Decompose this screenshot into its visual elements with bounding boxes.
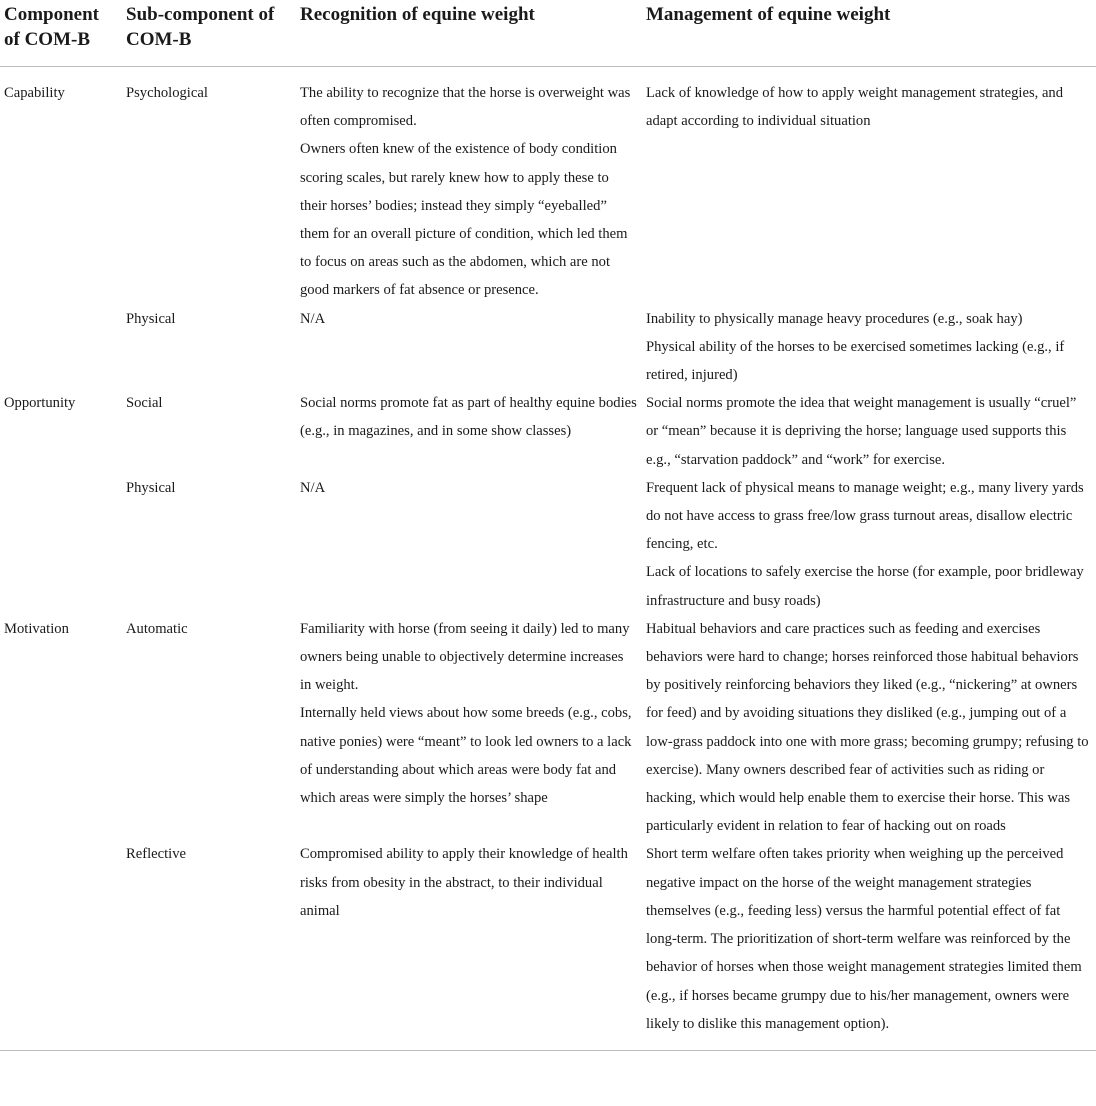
- sub-component-cell: Physical: [126, 479, 176, 496]
- header-management: Management of equine weight: [642, 0, 1096, 67]
- management-text: Physical ability of the horses to be exercised sometimes lacking (e.g., if retired, injured): [646, 338, 1065, 384]
- component-cell: [0, 305, 122, 390]
- management-text: Lack of locations to safely exercise the horse (for example, poor bridleway infrastructure and busy roads): [646, 564, 1084, 609]
- header-sub-component: Sub-component of COM-B: [122, 0, 296, 67]
- component-cell: [0, 840, 122, 1050]
- header-recognition: Recognition of equine weight: [296, 0, 642, 67]
- recognition-cell: [296, 389, 642, 474]
- table-row: [0, 389, 1096, 474]
- recognition-text: Compromised ability to apply their knowledge of health risks from obesity in the abstract, to their individual animal: [300, 846, 628, 919]
- sub-component-cell: Social: [126, 395, 163, 412]
- table-row: [0, 305, 1096, 390]
- recognition-cell: [296, 305, 642, 390]
- management-cell: [642, 389, 1096, 474]
- component-cell: Capability: [4, 85, 65, 101]
- sub-component-cell: Automatic: [126, 620, 188, 637]
- recognition-text: Familiarity with horse (from seeing it daily) led to many owners being unable to objectively determine increases in weight.: [300, 620, 630, 694]
- table-body: [0, 67, 1096, 1051]
- management-text: Social norms promote the idea that weight management is usually “cruel” or “mean” because it is depriving the horse; language used supports this e.g., “starvation paddock” and “work” for exercise.: [646, 395, 1077, 468]
- recognition-cell: [296, 474, 642, 615]
- management-cell: [642, 67, 1096, 305]
- sub-component-cell: Reflective: [122, 840, 296, 1050]
- recognition-text: Internally held views about how some breeds (e.g., cobs, native ponies) were “meant” to look led owners to a lack of understanding about which areas were body fat and which areas were simply the horses’ shape: [300, 705, 632, 807]
- management-text: Frequent lack of physical means to manage weight; e.g., many livery yards do not have access to grass free/low grass turnout areas, disallow electric fencing, etc.: [646, 479, 1084, 553]
- header-row: [0, 0, 1096, 67]
- recognition-text: N/A: [300, 479, 326, 496]
- table-row: [0, 67, 1096, 305]
- sub-component-cell: Psychological: [126, 85, 208, 101]
- recognition-text: Social norms promote fat as part of healthy equine bodies (e.g., in magazines, and in some show classes): [300, 395, 637, 440]
- recognition-cell: [296, 67, 642, 305]
- header-component: Component of COM-B: [0, 0, 122, 67]
- recognition-text: Owners often knew of the existence of body condition scoring scales, but rarely knew how to apply these to their horses’ bodies; instead they simply “eyeballed” them for an overall picture of condition, which led them to focus on areas such as the abdomen, which are not good markers of fat absence or presence.: [300, 141, 628, 299]
- component-cell: [0, 474, 122, 615]
- table-row: [0, 474, 1096, 615]
- component-cell: Motivation: [4, 620, 69, 637]
- table-header: [0, 0, 1096, 67]
- table-row: [0, 840, 1096, 1050]
- management-text: Habitual behaviors and care practices such as feeding and exercises behaviors were hard to change; horses reinforced those habitual behaviors by positively reinforcing behaviors they liked (e.g., “nickering” at owners for feed) and by avoiding situations they disliked (e.g., jumping out of a low-grass paddock into one with more grass; becoming grumpy; refusing to exercise). Many owners described fear of activities such as riding or hacking, which would help enable them to exercise their horse. This was particularly evident in relation to fear of hacking out on roads: [646, 620, 1089, 835]
- management-cell: [642, 615, 1096, 841]
- component-cell: Opportunity: [4, 395, 76, 412]
- management-text: Short term welfare often takes priority when weighing up the perceived negative impact on the horse of the weight management strategies themselves (e.g., feeding less) versus the harmful potential effect of fat long-term. The prioritization of short-term welfare was reinforced by the behavior of horses when those weight management strategies limited them (e.g., if horses became grumpy due to his/her management, owners were likely to dislike this management option).: [646, 846, 1082, 1032]
- table-row: [0, 615, 1096, 841]
- management-text: Lack of knowledge of how to apply weight management strategies, and adapt according to individual situation: [646, 85, 1064, 130]
- management-cell: [642, 474, 1096, 615]
- sub-component-cell: Physical: [126, 310, 176, 327]
- management-text: Inability to physically manage heavy procedures (e.g., soak hay): [646, 310, 1023, 327]
- management-cell: [642, 305, 1096, 390]
- recognition-text: The ability to recognize that the horse is overweight was often compromised.: [300, 85, 631, 130]
- recognition-cell: [296, 615, 642, 841]
- recognition-cell: [296, 840, 642, 1050]
- management-cell: [642, 840, 1096, 1050]
- recognition-text: N/A: [300, 310, 326, 327]
